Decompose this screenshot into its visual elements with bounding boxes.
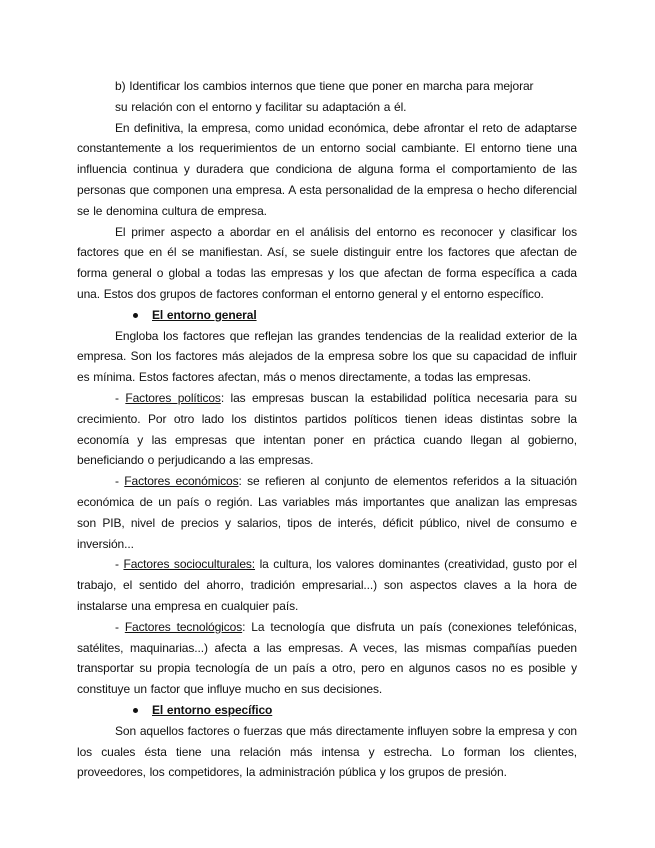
factor-text-politicos: : las empresas buscan la estabilidad política necesaria para su crecimiento. Por otro lado los distintos partidos políticos tienen ideas distintas sobre la economía y las empresas que intentan poner en práctica cuando llegan al gobierno, beneficiando o perjudicando a las empresas.: [77, 390, 577, 468]
paragraph-primer-aspecto: El primer aspecto a abordar en el análisis del entorno es reconocer y clasificar los factores que en él se manifiestan. Así, se suele distinguir entre los factores que afectan de forma general o global a todas las empresas y los que afectan de forma específica a cada una. Estos dos grupos de factores conforman el entorno general y el entorno específico.: [77, 224, 577, 301]
bullet-icon: [133, 313, 138, 318]
factor-tecnologicos: [77, 617, 577, 700]
heading-entorno-especifico: [133, 700, 577, 721]
heading-entorno-general-text: El entorno general: [152, 307, 257, 322]
item-b-line2: su relación con el entorno y facilitar su adaptación a él.: [115, 99, 407, 114]
factor-prefix: -: [115, 474, 125, 489]
factor-prefix: -: [115, 390, 126, 405]
bullet-icon: [133, 708, 138, 713]
paragraph-especifico: Son aquellos factores o fuerzas que más directamente influyen sobre la empresa y con los cuales ésta tiene una relación más intensa y estrecha. Lo forman los clientes, proveedores, los competidores, la administración pública y los grupos de presión.: [77, 723, 577, 780]
factor-prefix: -: [115, 557, 124, 572]
document-body: [77, 76, 577, 783]
heading-entorno-especifico-text: El entorno específico: [152, 702, 273, 717]
factor-text-tecnologicos: : La tecnología que disfruta un país (conexiones telefónicas, satélites, maquinarias...) afecta a las empresas. A veces, las mismas compañías pueden transportar su propia tecnología de un país a otro, pero en algunos casos no es posible y constituye un factor que influye mucho en sus decisiones.: [77, 619, 577, 697]
factor-text-economicos: : se refieren al conjunto de elementos referidos a la situación económica de un país o región. Las variables más importantes que analizan las empresas son PIB, nivel de precios y salarios, tipos de interés, déficit público, nivel de consumo e inversión...: [77, 474, 577, 551]
factor-text-socioculturales: la cultura, los valores dominantes (creatividad, gusto por el trabajo, el sentido del ahorro, tradición empresarial...) son aspectos claves a la hora de instalarse una empresa en cualquier país.: [77, 557, 577, 613]
factor-label-tecnologicos: Factores tecnológicos: [124, 619, 243, 634]
paragraph-general-intro: Engloba los factores que reflejan las grandes tendencias de la realidad exterior de la empresa. Son los factores más alejados de la empresa sobre los que su capacidad de influir es mínima. Estos factores afectan, más o menos directamente, a todas las empresas.: [77, 328, 577, 385]
item-b-line1: b) Identificar los cambios internos que tiene que poner en marcha para mejorar: [115, 79, 534, 93]
heading-entorno-general: [133, 305, 577, 326]
factor-label-politicos: Factores políticos: [125, 390, 221, 405]
factor-socioculturales: [77, 554, 577, 616]
factor-politicos: [77, 388, 577, 471]
factor-prefix: -: [115, 619, 125, 634]
paragraph-definitiva: En definitiva, la empresa, como unidad económica, debe afrontar el reto de adaptarse constantemente a los requerimientos de un entorno social cambiante. El entorno tiene una influencia continua y duradera que condiciona de alguna forma el comportamiento de las personas que componen una empresa. A esta personalidad de la empresa o hecho diferencial se le denomina cultura de empresa.: [77, 120, 577, 218]
factor-economicos: [77, 471, 577, 554]
factor-label-socioculturales: Factores socioculturales:: [123, 557, 256, 572]
factor-label-economicos: Factores económicos: [124, 474, 239, 489]
